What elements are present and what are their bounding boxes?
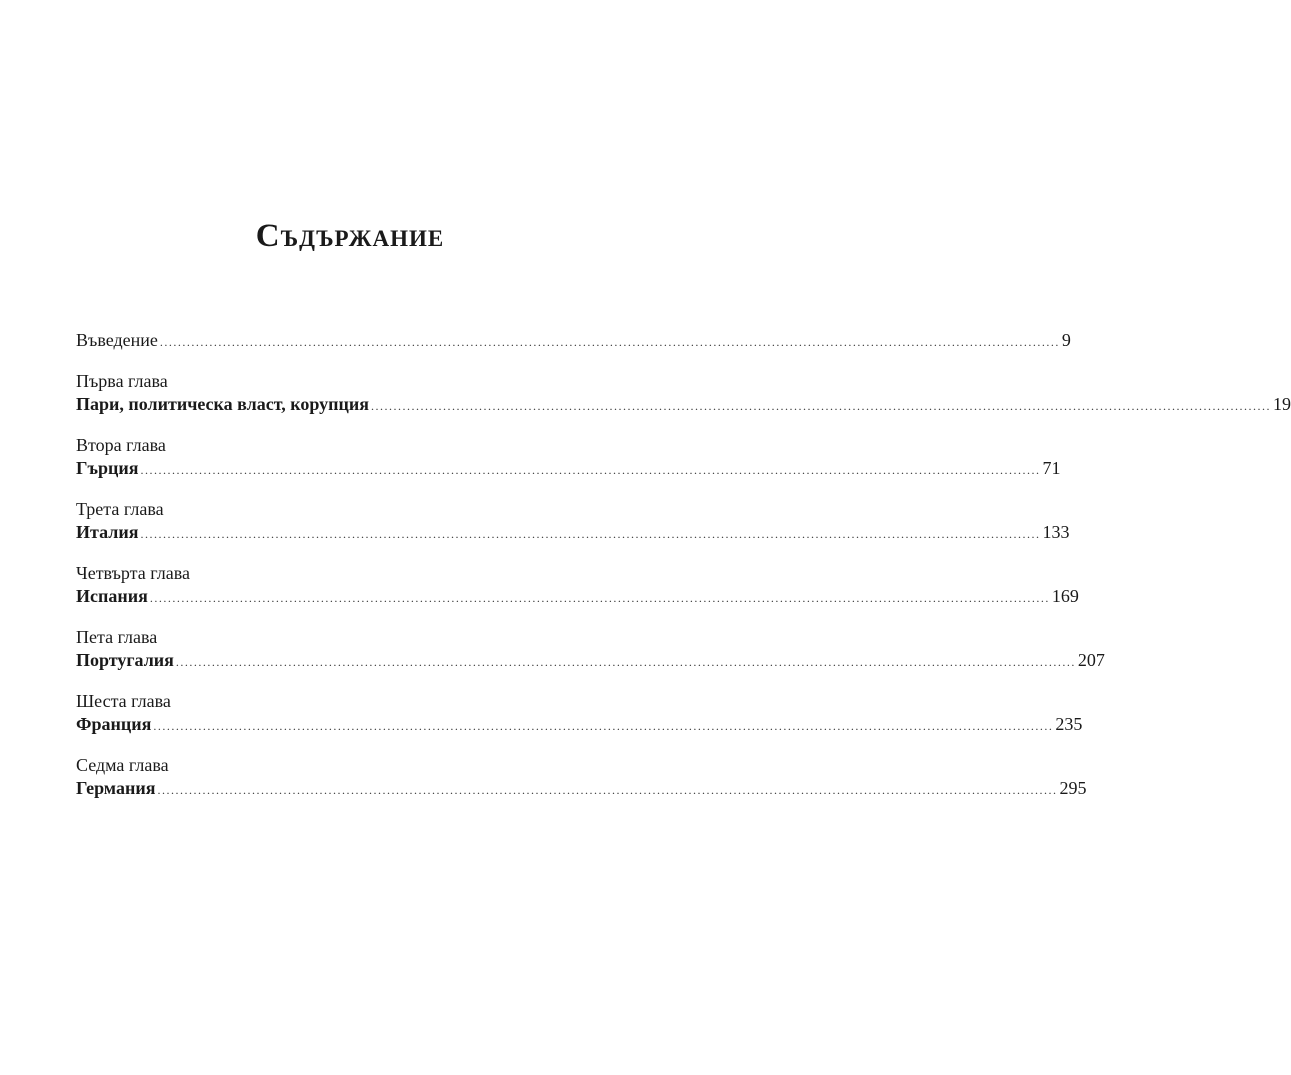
toc-line [76, 584, 1079, 608]
dot-leader: ........................................................................................................................................................................................................ [175, 655, 1076, 669]
toc-page-number: 9 [1061, 330, 1071, 350]
chapter-label: Първа глава [76, 371, 168, 391]
dot-leader: ........................................................................................................................................................................................................ [370, 399, 1271, 413]
toc-page-number: 295 [1059, 778, 1087, 798]
toc-entry-chapter-6 [76, 690, 1083, 736]
toc-entry-title: Германия [76, 778, 156, 798]
toc-entry-chapter-4 [76, 562, 1079, 608]
chapter-label: Трета глава [76, 499, 164, 519]
toc-page-number: 133 [1042, 522, 1070, 542]
toc-page-number: 71 [1042, 458, 1061, 478]
toc-line [76, 712, 1083, 736]
chapter-label: Пета глава [76, 627, 158, 647]
toc-entry-chapter-5 [76, 626, 1105, 672]
toc-entry-title: Въведение [76, 330, 158, 350]
toc-line [76, 456, 1061, 480]
chapter-label: Седма глава [76, 755, 169, 775]
toc-line [76, 328, 1071, 352]
toc-page-number: 235 [1055, 714, 1083, 734]
toc-line [76, 520, 1070, 544]
toc-entry-title: Португалия [76, 650, 174, 670]
toc-title: Съдържание [255, 218, 445, 254]
toc-entry-chapter-2 [76, 434, 1061, 480]
toc-entry-title: Гърция [76, 458, 139, 478]
toc-line [76, 392, 1291, 416]
chapter-label: Шеста глава [76, 691, 171, 711]
toc-entry-title: Франция [76, 714, 152, 734]
dot-leader: ........................................................................................................................................................................................................ [140, 527, 1041, 541]
chapter-label: Втора глава [76, 435, 166, 455]
dot-leader: ........................................................................................................................................................................................................ [149, 591, 1050, 605]
toc-page-number: 169 [1051, 586, 1079, 606]
chapter-label: Четвърта глава [76, 563, 190, 583]
toc-page-number: 19 [1272, 394, 1291, 414]
toc-entry-introduction [76, 328, 1071, 352]
toc-page-number: 207 [1077, 650, 1105, 670]
toc-entry-title: Пари, политическа власт, корупция [76, 394, 369, 414]
dot-leader: ........................................................................................................................................................................................................ [157, 783, 1058, 797]
toc-entry-chapter-3 [76, 498, 1070, 544]
toc-line [76, 776, 1087, 800]
toc-entry-title: Испания [76, 586, 148, 606]
toc-entry-chapter-7 [76, 754, 1087, 800]
toc-entry-chapter-1 [76, 370, 1291, 416]
toc-line [76, 648, 1105, 672]
dot-leader: ........................................................................................................................................................................................................ [140, 463, 1041, 477]
toc-entry-title: Италия [76, 522, 139, 542]
table-of-contents [76, 328, 1291, 800]
dot-leader: ........................................................................................................................................................................................................ [159, 335, 1060, 349]
dot-leader: ........................................................................................................................................................................................................ [153, 719, 1054, 733]
